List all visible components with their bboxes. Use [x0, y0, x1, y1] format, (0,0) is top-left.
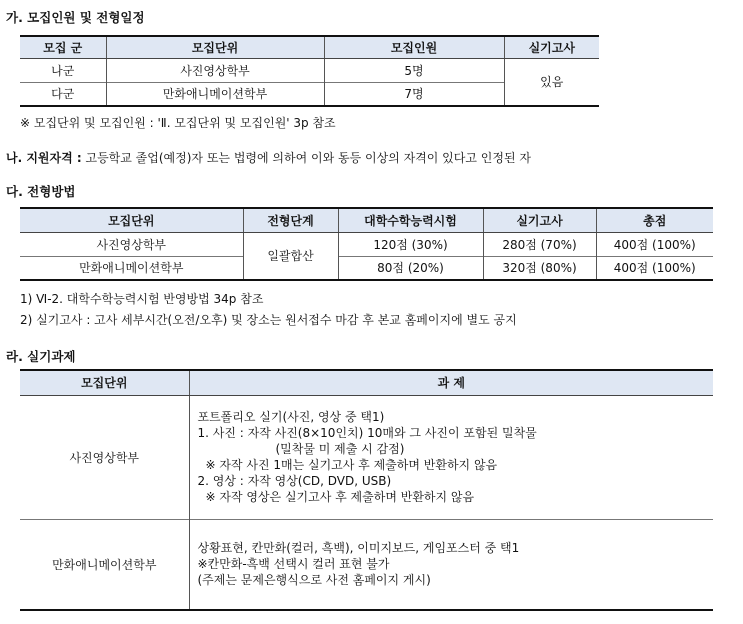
- practical-task-table: [20, 369, 713, 611]
- csat-cell: 80점 (20%): [338, 256, 483, 280]
- col-header-count: 모집인원: [324, 36, 504, 58]
- section-b-heading: 나. 지원자격 :: [6, 151, 82, 165]
- unit-cell: 사진영상학부: [106, 58, 324, 82]
- section-a-heading: 가. 모집인원 및 전형일정: [6, 10, 145, 25]
- task-line: (주제는 문제은행식으로 사전 홈페이지 게시): [197, 573, 431, 588]
- total-cell: 400점 (100%): [596, 256, 713, 280]
- csat-cell: 120점 (30%): [338, 232, 483, 256]
- col-header-unit: 모집단위: [20, 208, 243, 232]
- unit-cell: 만화애니메이션학부: [52, 557, 157, 572]
- selection-method-table: [20, 207, 713, 281]
- col-header-stage: 전형단계: [243, 208, 338, 232]
- task-cell: [189, 395, 713, 519]
- task-line: ※ 자작 사진 1매는 실기고사 후 제출하며 반환하지 않음: [205, 458, 498, 472]
- stage-cell: 일괄합산: [243, 232, 338, 280]
- col-header-exam: 실기고사: [504, 36, 599, 58]
- recruitment-table: [20, 35, 599, 107]
- section-c-note-2: 2) 실기고사 : 고사 세부시간(오전/오후) 및 장소는 원서접수 마감 후 본교 홈페이지에 별도 공지: [20, 313, 517, 327]
- section-d-heading: 라. 실기과제: [6, 349, 76, 364]
- count-cell: 7명: [324, 82, 504, 106]
- count-cell: 5명: [324, 58, 504, 82]
- task-line: 2. 영상 : 자작 영상(CD, DVD, USB): [197, 474, 392, 488]
- task-line: 1. 사진 : 자작 사진(8×10인치) 10매와 그 사진이 포함된 밀착물: [197, 426, 537, 440]
- task-line: 상황표현, 칸만화(컬러, 흑백), 이미지보드, 게임포스터 중 택1: [197, 541, 520, 556]
- task-line: ※칸만화-흑백 선택시 컬러 표현 불가: [197, 557, 390, 572]
- section-b-text: 고등학교 졸업(예정)자 또는 법령에 의하여 이와 동등 이상의 자격이 있다고 인정된 자: [81, 151, 531, 165]
- section-c-heading: 다. 전형방법: [6, 184, 76, 199]
- col-header-group: 모집 군: [20, 36, 106, 58]
- total-cell: 400점 (100%): [596, 232, 713, 256]
- table-row: [20, 58, 599, 82]
- group-cell: 다군: [51, 87, 75, 102]
- section-c-note-1: 1) Ⅵ-2. 대학수학능력시험 반영방법 34p 참조: [20, 292, 264, 306]
- col-header-total: 총점: [596, 208, 713, 232]
- section-a-note: ※ 모집단위 및 모집인원 : 'Ⅱ. 모집단위 및 모집인원' 3p 참조: [20, 116, 336, 130]
- unit-cell: 사진영상학부: [96, 237, 167, 252]
- table-row: [20, 519, 713, 610]
- unit-cell: 만화애니메이션학부: [79, 261, 184, 276]
- table-row: [20, 395, 713, 519]
- col-header-task: 과 제: [189, 370, 713, 395]
- col-header-practical: 실기고사: [483, 208, 596, 232]
- col-header-unit: 모집단위: [20, 370, 189, 395]
- section-b: [6, 149, 531, 166]
- unit-cell: 사진영상학부: [69, 450, 140, 465]
- table-row: [20, 232, 713, 256]
- task-line: ※ 자작 영상은 실기고사 후 제출하며 반환하지 않음: [205, 490, 475, 504]
- task-line: (밀착물 미 제출 시 감점): [275, 442, 405, 456]
- unit-cell: 만화애니메이션학부: [106, 82, 324, 106]
- task-line: 포트폴리오 실기(사진, 영상 중 택1): [197, 410, 385, 424]
- exam-cell: 있음: [504, 58, 599, 106]
- practical-cell: 280점 (70%): [483, 232, 596, 256]
- table-row: [20, 256, 713, 280]
- practical-cell: 320점 (80%): [483, 256, 596, 280]
- group-cell: 나군: [51, 63, 75, 78]
- task-cell: [189, 519, 713, 610]
- col-header-unit: 모집단위: [106, 36, 324, 58]
- col-header-csat: 대학수학능력시험: [338, 208, 483, 232]
